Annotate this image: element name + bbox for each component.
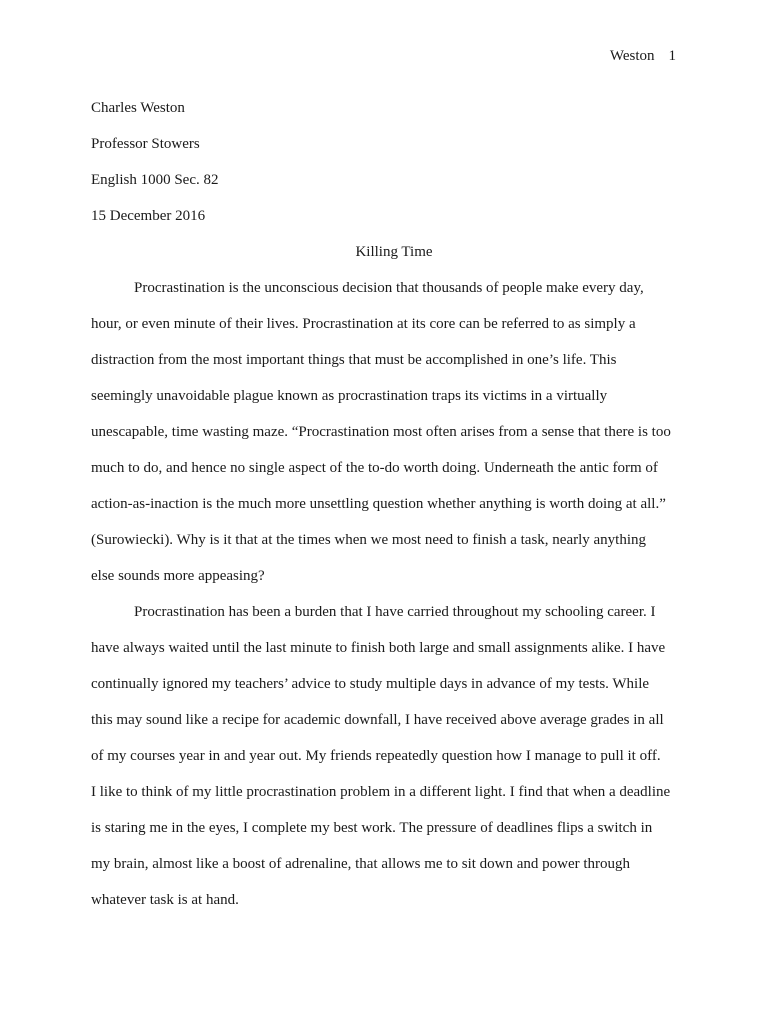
paragraph-line: much to do, and hence no single aspect of the to-do worth doing. Underneath the antic form of [91, 460, 658, 476]
paragraph-line: Procrastination is the unconscious decision that thousands of people make every day, [134, 280, 644, 296]
heading-professor: Professor Stowers [91, 136, 200, 152]
paragraph-line: of my courses year in and year out. My friends repeatedly question how I manage to pull it off. [91, 748, 661, 764]
essay-title: Killing Time [355, 244, 433, 260]
paragraph-line: seemingly unavoidable plague known as procrastination traps its victims in a virtually [91, 388, 608, 404]
paragraph-line: unescapable, time wasting maze. “Procrastination most often arises from a sense that there is too [91, 424, 671, 440]
paragraph-line: (Surowiecki). Why is it that at the times when we most need to finish a task, nearly anything [91, 532, 647, 548]
paragraph-line: distraction from the most important things that must be accomplished in one’s life. This [91, 352, 617, 368]
paragraph-line: continually ignored my teachers’ advice to study multiple days in advance of my tests. While [91, 676, 650, 692]
running-header [610, 45, 676, 67]
heading-date: 15 December 2016 [91, 208, 206, 224]
paragraph-1 [91, 270, 685, 594]
document-body [91, 90, 685, 918]
header-author-surname: Weston [609, 48, 655, 64]
paragraph-line: is staring me in the eyes, I complete my best work. The pressure of deadlines flips a switch in [91, 820, 653, 836]
paragraph-line: I like to think of my little procrastination problem in a different light. I find that when a deadline [91, 784, 671, 800]
heading-student-name: Charles Weston [91, 100, 185, 116]
paragraph-2 [91, 594, 685, 918]
header-page-number: 1 [668, 48, 676, 64]
paragraph-line: action-as-inaction is the much more unsettling question whether anything is worth doing at all.” [91, 496, 666, 512]
paragraph-line: else sounds more appeasing? [91, 568, 265, 584]
paragraph-line: this may sound like a recipe for academic downfall, I have received above average grades in all [91, 712, 664, 728]
heading-course: English 1000 Sec. 82 [91, 172, 219, 188]
paragraph-line: Procrastination has been a burden that I have carried throughout my schooling career. I [134, 604, 656, 620]
paragraph-line: my brain, almost like a boost of adrenaline, that allows me to sit down and power through [91, 856, 631, 872]
paragraph-line: have always waited until the last minute to finish both large and small assignments alike. I have [91, 640, 666, 656]
paragraph-line: hour, or even minute of their lives. Procrastination at its core can be referred to as simply a [91, 316, 636, 332]
paragraph-line: whatever task is at hand. [91, 892, 239, 908]
